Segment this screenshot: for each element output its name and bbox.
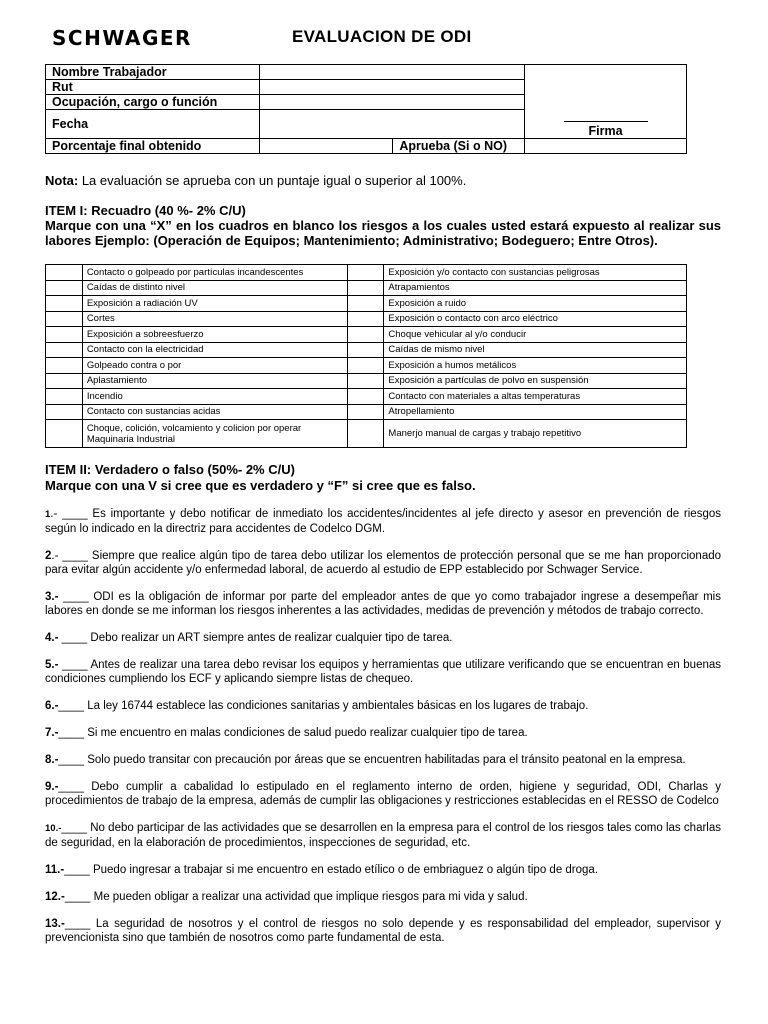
risk-label-left: Choque, colición, volcamiento y colicion por operar Maquinaria Industrial bbox=[82, 420, 347, 448]
risk-label-right: Exposición a partículas de polvo en suspensión bbox=[384, 373, 687, 389]
porcentaje-label: Porcentaje final obtenido bbox=[46, 139, 260, 154]
risk-table bbox=[45, 264, 687, 448]
item2-instruction: Marque con una V si cree que es verdadero y “F” si cree que es falso. bbox=[45, 478, 476, 493]
risk-label-right: Exposición a humos metálicos bbox=[384, 358, 687, 374]
risk-checkbox-right[interactable] bbox=[347, 389, 384, 405]
answer-blank[interactable]: ____ bbox=[58, 781, 92, 793]
aprueba-field[interactable] bbox=[525, 139, 687, 154]
risk-checkbox-right[interactable] bbox=[347, 358, 384, 374]
question-item bbox=[45, 726, 721, 740]
answer-blank[interactable]: ____ bbox=[58, 591, 94, 603]
question-text: Es importante y debo notificar de inmediato los accidentes/incidentes al jefe directo y asesor en prevención de riesgos según lo indicado en la directriz para accidentes de Codelco DGM. bbox=[45, 508, 721, 535]
signature-line bbox=[564, 121, 648, 123]
nombre-label: Nombre Trabajador bbox=[46, 65, 260, 80]
porcentaje-field[interactable] bbox=[259, 139, 393, 154]
risk-label-left: Aplastamiento bbox=[82, 373, 347, 389]
risk-checkbox-right[interactable] bbox=[347, 265, 384, 281]
firma-cell[interactable] bbox=[525, 65, 687, 139]
ocupacion-label: Ocupación, cargo o función bbox=[46, 95, 260, 110]
risk-label-right: Atrapamientos bbox=[384, 280, 687, 296]
risk-label-right: Contacto con materiales a altas temperaturas bbox=[384, 389, 687, 405]
answer-blank[interactable]: .- ____ bbox=[50, 508, 93, 520]
question-number: 1 bbox=[45, 509, 51, 520]
risk-label-left: Incendio bbox=[82, 389, 347, 405]
question-item bbox=[45, 658, 721, 686]
risk-label-right: Exposición o contacto con arco eléctrico bbox=[384, 311, 687, 327]
risk-row bbox=[46, 404, 687, 420]
question-number: 7.- bbox=[45, 727, 59, 739]
risk-label-right: Manerjo manual de cargas y trabajo repetitivo bbox=[384, 420, 687, 448]
question-text: ODI es la obligación de informar por parte del empleador antes de que yo como trabajador ingrese a desempeñar mis labores en donde se me informan los riesgos inherentes a las actividades, medidas de prevención y métodos de trabajo correcto. bbox=[45, 591, 721, 617]
answer-blank[interactable]: ____ bbox=[64, 891, 94, 903]
answer-blank[interactable]: .- ____ bbox=[51, 550, 92, 562]
question-item bbox=[45, 890, 721, 904]
risk-label-left: Caídas de distinto nivel bbox=[82, 280, 347, 296]
risk-checkbox-right[interactable] bbox=[347, 280, 384, 296]
risk-checkbox-left[interactable] bbox=[46, 296, 83, 312]
question-item bbox=[45, 753, 721, 767]
question-text: Debo realizar un ART siempre antes de realizar cualquier tipo de tarea. bbox=[90, 632, 453, 644]
risk-checkbox-left[interactable] bbox=[46, 265, 83, 281]
risk-row bbox=[46, 280, 687, 296]
question-item bbox=[45, 917, 721, 945]
risk-row bbox=[46, 342, 687, 358]
answer-blank[interactable]: ____ bbox=[58, 727, 88, 739]
question-text: Siempre que realice algún tipo de tarea debo utilizar los elementos de protección personal que se me han proporcionado para evitar algún accidente y/o enfermedad laboral, de acuerdo al estudio de EPP establecido por Schwager Service. bbox=[45, 550, 722, 576]
risk-checkbox-right[interactable] bbox=[347, 420, 384, 448]
risk-label-left: Exposición a radiación UV bbox=[82, 296, 347, 312]
aprueba-label: Aprueba (Si o NO) bbox=[393, 139, 525, 154]
risk-row bbox=[46, 296, 687, 312]
risk-label-left: Contacto con sustancias acidas bbox=[82, 404, 347, 420]
note-label: Nota: bbox=[45, 173, 79, 188]
question-number: 10.- bbox=[45, 823, 62, 834]
risk-checkbox-left[interactable] bbox=[46, 327, 83, 343]
question-number: 12.- bbox=[45, 891, 65, 903]
risk-checkbox-right[interactable] bbox=[347, 327, 384, 343]
question-item bbox=[45, 631, 721, 645]
question-text: Debo cumplir a cabalidad lo estipulado en el reglamento interno de orden, higiene y seguridad, ODI, Charlas y procedimientos de trabajo de la empresa, además de cumplir las obligaciones y restricciones establecidas en el RESSO de Codelco bbox=[45, 781, 721, 807]
question-text: Solo puedo transitar con precaución por áreas que se encuentren habilitadas para el tránsito peatonal en la empresa. bbox=[87, 754, 686, 766]
question-item bbox=[45, 780, 721, 808]
risk-row bbox=[46, 311, 687, 327]
worker-info-table bbox=[45, 64, 687, 154]
item1-instruction: Marque con una “X” en los cuadros en blanco los riesgos a los cuales usted estará expuesto al realizar sus labores Ejemplo: (Operación de Equipos; Mantenimiento; Administrativo; Bodeguero; Entre Otros). bbox=[45, 218, 721, 248]
question-item bbox=[45, 590, 721, 618]
risk-checkbox-left[interactable] bbox=[46, 389, 83, 405]
question-number: 13.- bbox=[45, 918, 65, 930]
risk-checkbox-left[interactable] bbox=[46, 358, 83, 374]
question-text: Antes de realizar una tarea debo revisar los equipos y herramientas que utilizare verificando que se encuentran en buenas condiciones cumpliendo los ECF y aplicando siempre listas de chequeo. bbox=[45, 659, 722, 685]
company-logo: SCHWAGER bbox=[52, 26, 192, 50]
question-number: 2 bbox=[45, 550, 52, 562]
answer-blank[interactable]: ____ bbox=[61, 822, 91, 834]
risk-row bbox=[46, 265, 687, 281]
question-number: 11.- bbox=[45, 864, 65, 876]
risk-row bbox=[46, 327, 687, 343]
answer-blank[interactable]: ____ bbox=[58, 754, 88, 766]
answer-blank[interactable]: ____ bbox=[64, 918, 96, 930]
answer-blank[interactable]: ____ bbox=[58, 659, 91, 671]
question-item bbox=[45, 549, 721, 577]
note bbox=[45, 173, 466, 188]
question-text: Me pueden obligar a realizar una actividad que implique riesgos para mi vida y salud. bbox=[93, 891, 528, 903]
nombre-field[interactable] bbox=[259, 65, 525, 80]
rut-field[interactable] bbox=[259, 80, 525, 95]
question-text: Si me encuentro en malas condiciones de salud puedo realizar cualquier tipo de tarea. bbox=[87, 727, 528, 739]
risk-checkbox-left[interactable] bbox=[46, 373, 83, 389]
answer-blank[interactable]: ____ bbox=[58, 700, 88, 712]
question-text: Puedo ingresar a trabajar si me encuentro en estado etílico o de embriaguez o algún tipo de droga. bbox=[92, 864, 599, 876]
question-number: 3.- bbox=[45, 591, 59, 603]
risk-row bbox=[46, 373, 687, 389]
risk-row bbox=[46, 420, 687, 448]
risk-checkbox-left[interactable] bbox=[46, 420, 83, 448]
question-number: 9.- bbox=[45, 781, 59, 793]
risk-label-left: Cortes bbox=[82, 311, 347, 327]
item1-title: ITEM I: Recuadro (40 %- 2% C/U) bbox=[45, 203, 246, 218]
risk-label-right: Exposición a ruido bbox=[384, 296, 687, 312]
question-item bbox=[45, 507, 721, 536]
question-list bbox=[45, 507, 721, 958]
answer-blank[interactable]: ____ bbox=[64, 864, 93, 876]
question-item bbox=[45, 821, 721, 850]
risk-label-right: Exposición y/o contacto con sustancias peligrosas bbox=[384, 265, 687, 281]
risk-label-left: Contacto con la electricidad bbox=[82, 342, 347, 358]
risk-label-left: Exposición a sobreesfuerzo bbox=[82, 327, 347, 343]
question-number: 8.- bbox=[45, 754, 59, 766]
risk-row bbox=[46, 358, 687, 374]
answer-blank[interactable]: ____ bbox=[58, 632, 91, 644]
document-title: EVALUACION DE ODI bbox=[292, 27, 472, 46]
risk-checkbox-left[interactable] bbox=[46, 342, 83, 358]
question-text: La seguridad de nosotros y el control de riesgos no solo depende y es responsabilidad del empleador, supervisor y prevencionista sino que también de nosotros como parte fundamental de esta. bbox=[45, 918, 721, 944]
risk-checkbox-left[interactable] bbox=[46, 311, 83, 327]
firma-label: Firma bbox=[588, 124, 623, 138]
risk-checkbox-right[interactable] bbox=[347, 342, 384, 358]
fecha-field[interactable] bbox=[259, 110, 525, 139]
risk-label-right: Choque vehicular al y/o conducir bbox=[384, 327, 687, 343]
question-item bbox=[45, 863, 721, 877]
risk-checkbox-left[interactable] bbox=[46, 280, 83, 296]
question-number: 4.- bbox=[45, 632, 59, 644]
risk-checkbox-right[interactable] bbox=[347, 311, 384, 327]
item2-title: ITEM II: Verdadero o falso (50%- 2% C/U) bbox=[45, 462, 295, 477]
risk-label-right: Atropellamiento bbox=[384, 404, 687, 420]
question-item bbox=[45, 699, 721, 713]
question-number: 6.- bbox=[45, 700, 59, 712]
question-text: No debo participar de las actividades que se desarrollen en la empresa para el control de los riesgos tales como las charlas de seguridad, en la elaboración de procedimientos, inspecciones de seguridad, etc. bbox=[45, 822, 721, 849]
risk-label-right: Caídas de mismo nivel bbox=[384, 342, 687, 358]
risk-row bbox=[46, 389, 687, 405]
fecha-label: Fecha bbox=[46, 110, 260, 139]
rut-label: Rut bbox=[46, 80, 260, 95]
risk-checkbox-left[interactable] bbox=[46, 404, 83, 420]
risk-checkbox-right[interactable] bbox=[347, 373, 384, 389]
risk-checkbox-right[interactable] bbox=[347, 296, 384, 312]
risk-checkbox-right[interactable] bbox=[347, 404, 384, 420]
risk-label-left: Golpeado contra o por bbox=[82, 358, 347, 374]
ocupacion-field[interactable] bbox=[259, 95, 525, 110]
question-number: 5.- bbox=[45, 659, 59, 671]
question-text: La ley 16744 establece las condiciones sanitarias y ambientales básicas en los lugares de trabajo. bbox=[87, 700, 589, 712]
note-text: La evaluación se aprueba con un puntaje igual o superior al 100%. bbox=[78, 173, 467, 188]
risk-label-left: Contacto o golpeado por partículas incandescentes bbox=[82, 265, 347, 281]
